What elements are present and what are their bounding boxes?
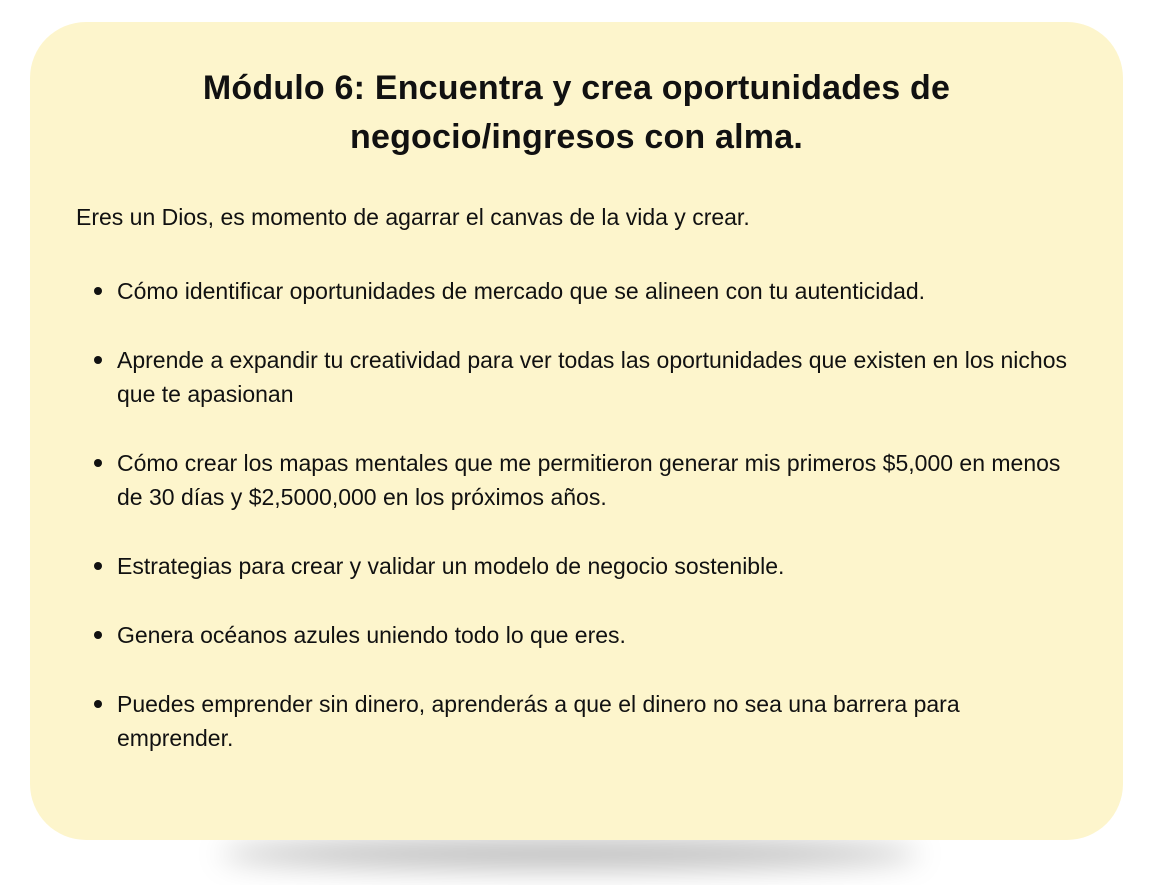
card-shadow (220, 840, 920, 868)
list-item (76, 549, 1077, 583)
module-title-line-2: negocio/ingresos con alma. (350, 118, 803, 156)
list-item (76, 343, 1077, 411)
bullet-text: Aprende a expandir tu creatividad para ver todas las oportunidades que existen en los nichos que te apasionan (117, 347, 1067, 407)
bullet-dot-icon (94, 356, 102, 364)
bullet-text: Cómo identificar oportunidades de mercado que se alineen con tu autenticidad. (117, 278, 926, 304)
bullet-text: Puedes emprender sin dinero, aprenderás a que el dinero no sea una barrera para emprender. (117, 691, 960, 751)
list-item (76, 274, 1077, 308)
module-card (30, 22, 1123, 840)
bullet-dot-icon (94, 459, 102, 467)
list-item (76, 687, 1077, 755)
module-intro: Eres un Dios, es momento de agarrar el canvas de la vida y crear. (76, 204, 750, 230)
module-title-line-1: Módulo 6: Encuentra y crea oportunidades de (202, 69, 951, 107)
bullet-text: Estrategias para crear y validar un modelo de negocio sostenible. (117, 553, 785, 579)
bullet-dot-icon (94, 287, 102, 295)
bullet-text: Genera océanos azules uniendo todo lo que eres. (117, 622, 626, 648)
bullet-dot-icon (94, 562, 102, 570)
bullet-list (76, 274, 1077, 755)
list-item (76, 618, 1077, 652)
list-item (76, 446, 1077, 514)
bullet-text: Cómo crear los mapas mentales que me permitieron generar mis primeros $5,000 en menos de 30 días y $2,5000,000 en los próximos años. (117, 450, 1061, 510)
bullet-dot-icon (94, 700, 102, 708)
module-title (76, 64, 1077, 162)
bullet-dot-icon (94, 631, 102, 639)
